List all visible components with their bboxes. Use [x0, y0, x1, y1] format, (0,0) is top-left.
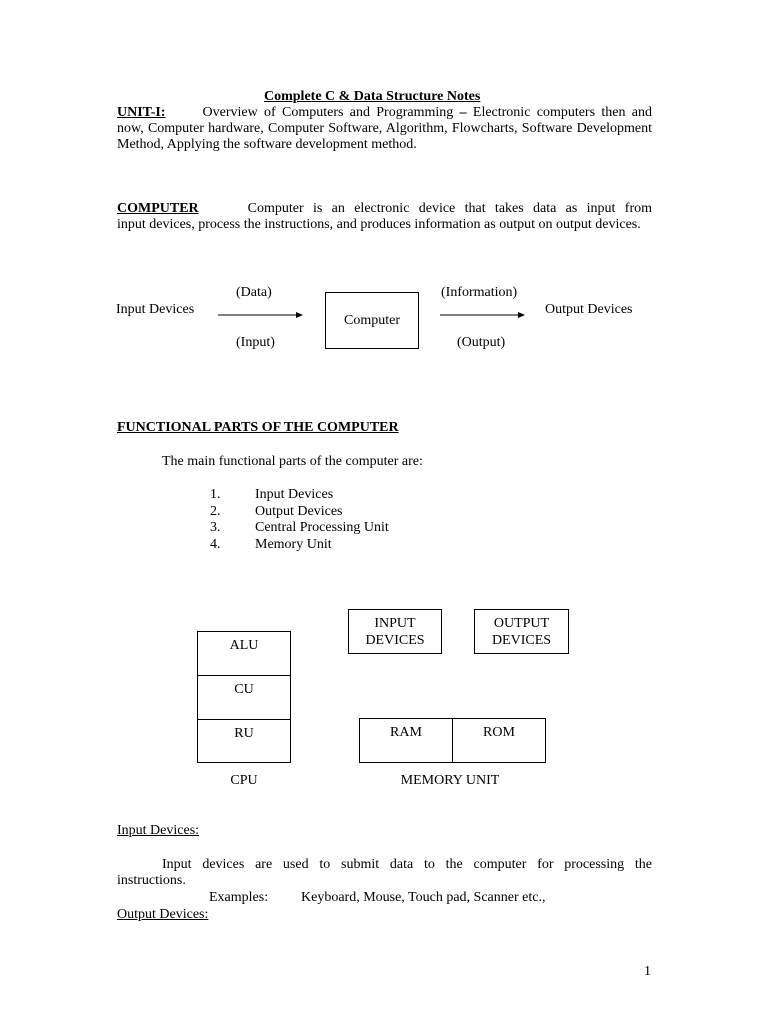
- unit-line-1: [117, 105, 652, 121]
- list-number: 3.: [210, 520, 221, 535]
- unit-text-rest: now, Computer hardware, Computer Software, Algorithm, Flowcharts, Software Development Method, Applying the software development method.: [117, 121, 652, 152]
- input-box-line: INPUT: [374, 616, 416, 631]
- unit-text-prefix: Overview of Computers and Programming: [202, 105, 460, 120]
- cpu-cell-cu: [198, 676, 290, 720]
- unit-paragraph: [117, 105, 652, 153]
- list-number: 1.: [210, 487, 221, 502]
- cpu-cell-ru: [198, 720, 290, 762]
- cpu-label: CPU: [230, 773, 258, 788]
- functional-intro: The main functional parts of the computer are:: [162, 454, 423, 469]
- examples-text: Keyboard, Mouse, Touch pad, Scanner etc.,: [301, 890, 546, 905]
- flow-arrow-input: [218, 309, 304, 321]
- memory-cell-ram: [360, 719, 453, 762]
- input-section-paragraph: [117, 857, 652, 889]
- memory-label: MEMORY UNIT: [400, 773, 500, 788]
- unit-label: UNIT-I:: [117, 105, 166, 120]
- cpu-cell-label: ALU: [229, 638, 259, 653]
- list-number: 4.: [210, 537, 221, 552]
- functional-list-item: [210, 504, 342, 520]
- flow-information-label: (Information): [441, 285, 518, 300]
- list-label: Output Devices: [255, 504, 343, 519]
- flow-output-label: (Output): [457, 335, 506, 350]
- examples-line: [209, 890, 545, 906]
- memory-cell-label: ROM: [483, 725, 515, 740]
- input-box-line: DEVICES: [365, 633, 425, 648]
- list-label: Memory Unit: [255, 537, 332, 552]
- page-title: Complete C & Data Structure Notes: [264, 89, 481, 104]
- output-box-line: OUTPUT: [493, 616, 550, 631]
- cpu-cell-label: RU: [234, 726, 254, 741]
- page-number: 1: [644, 964, 651, 979]
- input-devices-box: [348, 609, 442, 654]
- flow-computer-label: Computer: [344, 312, 400, 328]
- cpu-cell-label: CU: [234, 682, 254, 697]
- memory-cell-rom: [453, 719, 545, 762]
- memory-cell-label: RAM: [390, 725, 422, 740]
- input-section-heading: Input Devices:: [117, 823, 200, 838]
- functional-list-item: [210, 537, 332, 553]
- flow-computer-box: [325, 292, 419, 349]
- computer-line-1: [117, 201, 652, 217]
- cpu-cell-alu: [198, 632, 290, 676]
- output-section-heading: Output Devices:: [117, 907, 209, 922]
- cpu-block: [197, 631, 291, 763]
- list-number: 2.: [210, 504, 221, 519]
- input-para-rest: instructions.: [117, 873, 186, 888]
- examples-label: Examples:: [209, 890, 269, 905]
- flow-input-label: (Input): [236, 335, 275, 350]
- unit-text-suffix: Electronic computers then and: [466, 105, 652, 120]
- list-label: Input Devices: [255, 487, 334, 502]
- output-box-line: DEVICES: [491, 633, 552, 648]
- computer-def-rest: input devices, process the instructions, and produces information as output on output devices.: [117, 217, 641, 232]
- memory-block: [359, 718, 546, 763]
- functional-list-item: [210, 487, 333, 503]
- functional-list-item: [210, 520, 389, 536]
- list-label: Central Processing Unit: [255, 520, 389, 535]
- input-para-line1: Input devices are used to submit data to the computer for processing the: [162, 857, 652, 872]
- computer-paragraph: [117, 201, 652, 233]
- flow-output-devices: Output Devices: [545, 302, 633, 317]
- functional-heading: FUNCTIONAL PARTS OF THE COMPUTER: [117, 420, 399, 435]
- flow-input-devices: Input Devices: [116, 302, 195, 317]
- flow-data-label: (Data): [236, 285, 272, 300]
- output-devices-box: [474, 609, 569, 654]
- computer-def-line1: Computer is an electronic device that takes data as input from: [247, 201, 652, 216]
- unit-dash: –: [459, 105, 467, 120]
- flow-arrow-output: [440, 309, 526, 321]
- computer-heading: COMPUTER: [117, 201, 199, 216]
